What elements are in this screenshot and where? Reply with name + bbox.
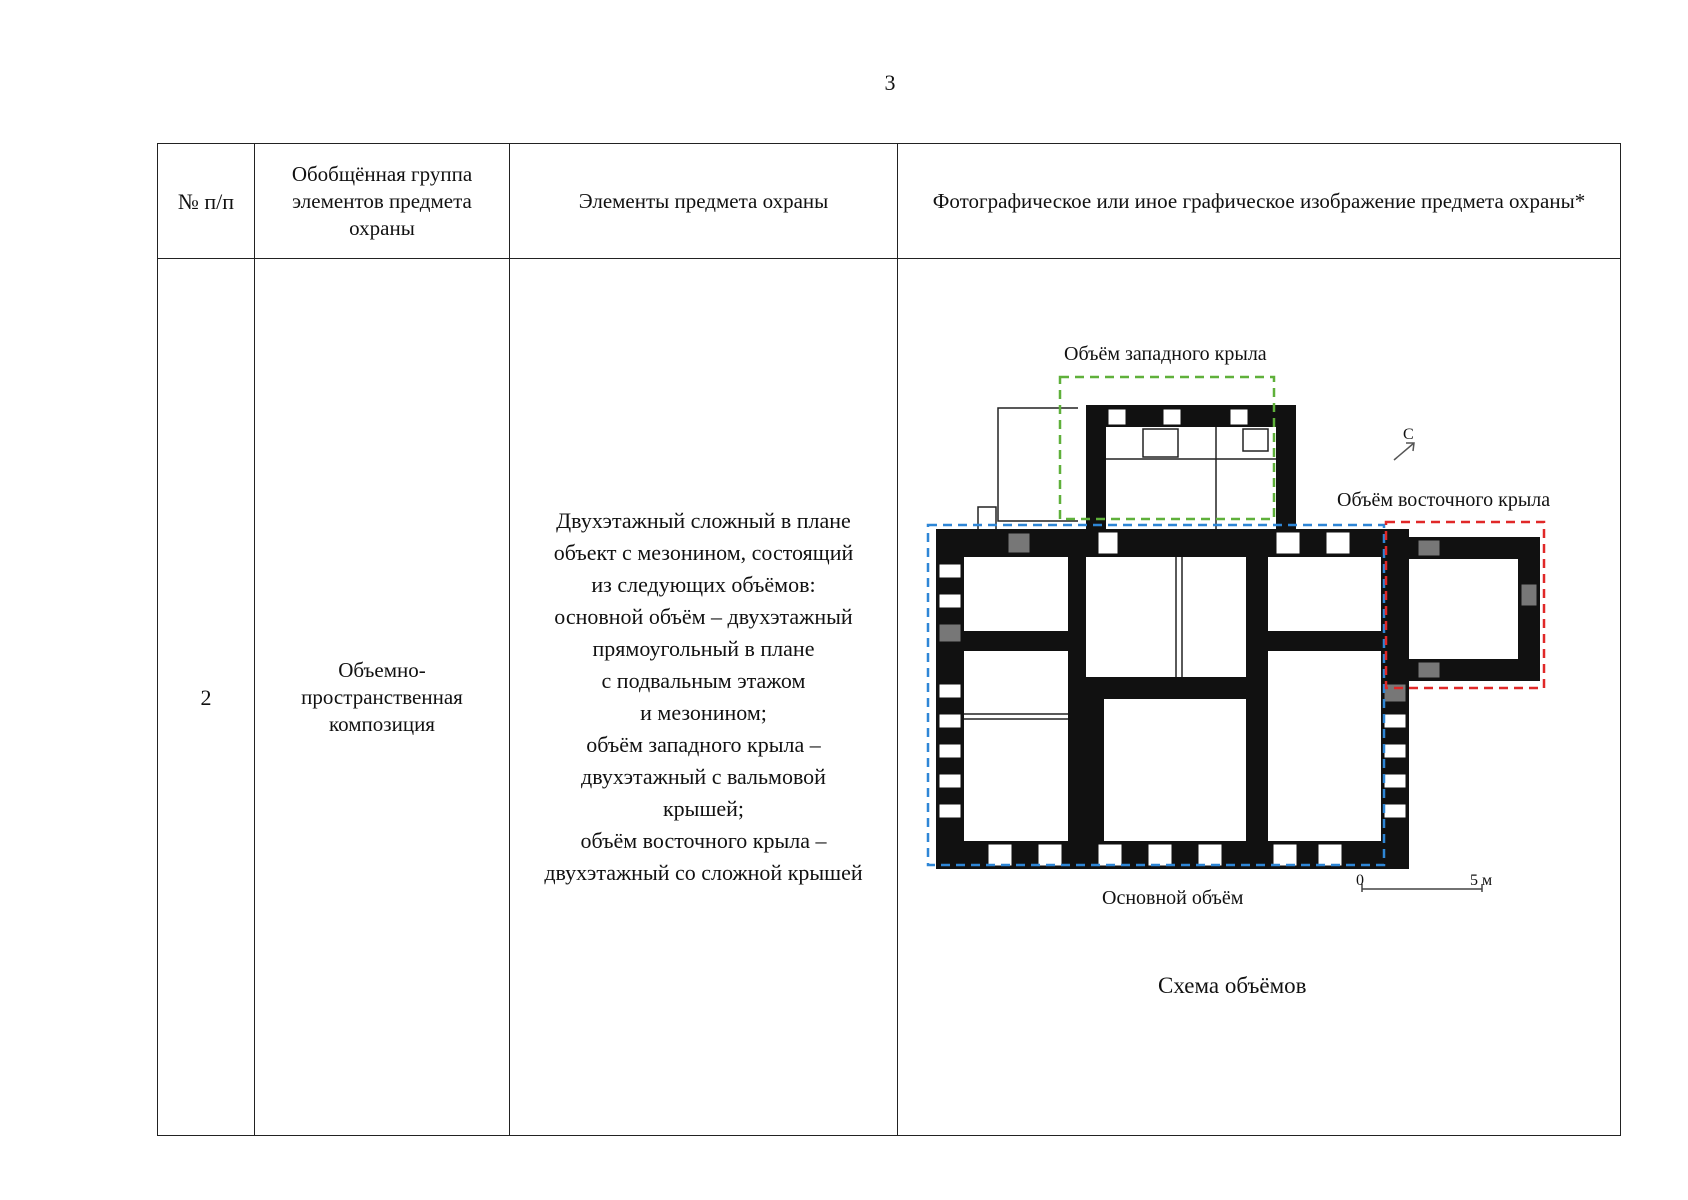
elements-line: двухэтажный со сложной крышей	[544, 860, 863, 885]
elements-line: объект с мезонином, состоящий	[553, 540, 854, 565]
group-line: пространственная	[301, 684, 463, 709]
elements-line: Двухэтажный сложный в плане	[556, 508, 851, 533]
elements-line: объём восточного крыла –	[580, 828, 827, 853]
header-image: Фотографическое или иное графическое изображение предмета охраны*	[898, 144, 1621, 259]
elements-line: прямоугольный в плане	[592, 636, 815, 661]
figure-caption: Схема объёмов	[1158, 973, 1307, 998]
elements-line: основной объём – двухэтажный	[554, 604, 853, 629]
elements-line: с подвальным этажом	[601, 668, 806, 693]
table-header-row	[158, 144, 1621, 259]
main-volume-walls	[936, 529, 1409, 869]
scale-zero-label: 0	[1356, 872, 1364, 889]
elements-line: двухэтажный с вальмовой	[581, 764, 826, 789]
protection-subject-table	[157, 143, 1621, 1136]
group-line: композиция	[329, 711, 435, 736]
east-wing-walls	[1390, 537, 1540, 681]
row-number: 2	[158, 259, 255, 1136]
header-number: № п/п	[158, 144, 255, 259]
east-wing-label: Объём восточного крыла	[1337, 489, 1551, 511]
west-wing-label: Объём западного крыла	[1064, 343, 1267, 365]
header-elements: Элементы предмета охраны	[510, 144, 898, 259]
group-line: Объемно-	[338, 657, 426, 682]
header-group: Обобщённая группа элементов предмета охраны	[255, 144, 510, 259]
elements-line: и мезонином;	[640, 700, 767, 725]
page-number: 3	[884, 70, 896, 95]
elements-line: из следующих объёмов:	[591, 572, 816, 597]
row-elements	[510, 259, 898, 1136]
elements-line: крышей;	[662, 796, 745, 821]
hatched-marks	[939, 533, 1406, 702]
scale-bar	[1362, 884, 1482, 892]
north-label: С	[1403, 426, 1414, 443]
floor-plan-figure	[898, 259, 1618, 1136]
row-group	[255, 259, 510, 1136]
scale-end-label: 5 м	[1470, 872, 1493, 889]
elements-line: объём западного крыла –	[586, 732, 821, 757]
annex-lines	[978, 408, 1078, 535]
floor-plan-drawing	[898, 259, 1618, 1136]
table-row	[158, 259, 1621, 1136]
west-wing-details	[1106, 427, 1276, 530]
row-image	[898, 259, 1621, 1136]
main-volume-label: Основной объём	[1102, 887, 1244, 909]
